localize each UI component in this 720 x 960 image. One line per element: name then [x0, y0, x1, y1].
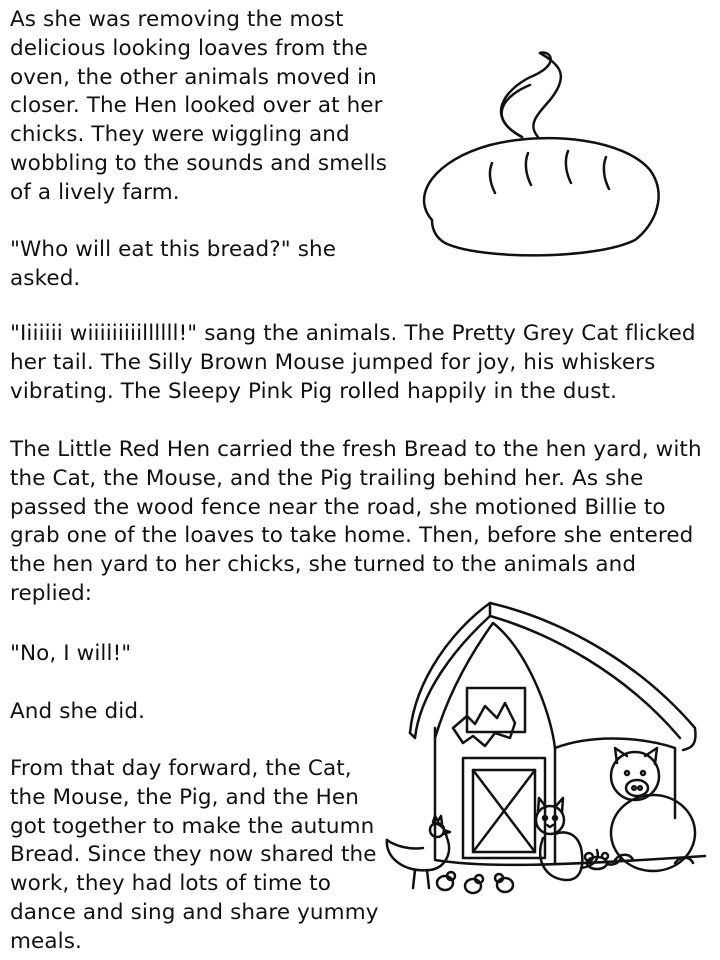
- paragraph-2: "Who will eat this bread?" she asked.: [10, 237, 337, 291]
- barn-with-animals-icon: [375, 598, 715, 903]
- paragraph-4: The Little Red Hen carried the fresh Bread to the hen yard, with the Cat, the Mouse, and the Pig trailing behind her. As she passed the wood fence near the road, she motioned Billie to grab one of the loaves to take home. Then, before she entered the hen yard to her chicks, she turned to the animals and replied:: [10, 437, 702, 606]
- paragraph-6: And she did.: [10, 699, 146, 724]
- bread-loaf-icon: [410, 45, 670, 275]
- paragraph-3: "Iiiiiii wiiiiiiiiillllll!" sang the animals. The Pretty Grey Cat flicked her tail. The Silly Brown Mouse jumped for joy, his whiskers vibrating. The Sleepy Pink Pig rolled happily in the dust.: [10, 321, 696, 404]
- paragraph-1: As she was removing the most delicious looking loaves from the oven, the other animals moved in closer. The Hen looked over at her chicks. They were wiggling and wobbling to the sounds and smells of a lively farm.: [10, 7, 388, 205]
- paragraph-5: "No, I will!": [10, 641, 132, 666]
- paragraph-7: From that day forward, the Cat, the Mouse, the Pig, and the Hen got together to make the autumn Bread. Since they now shared the work, they had lots of time to dance and sing and share yummy meals.: [10, 756, 379, 954]
